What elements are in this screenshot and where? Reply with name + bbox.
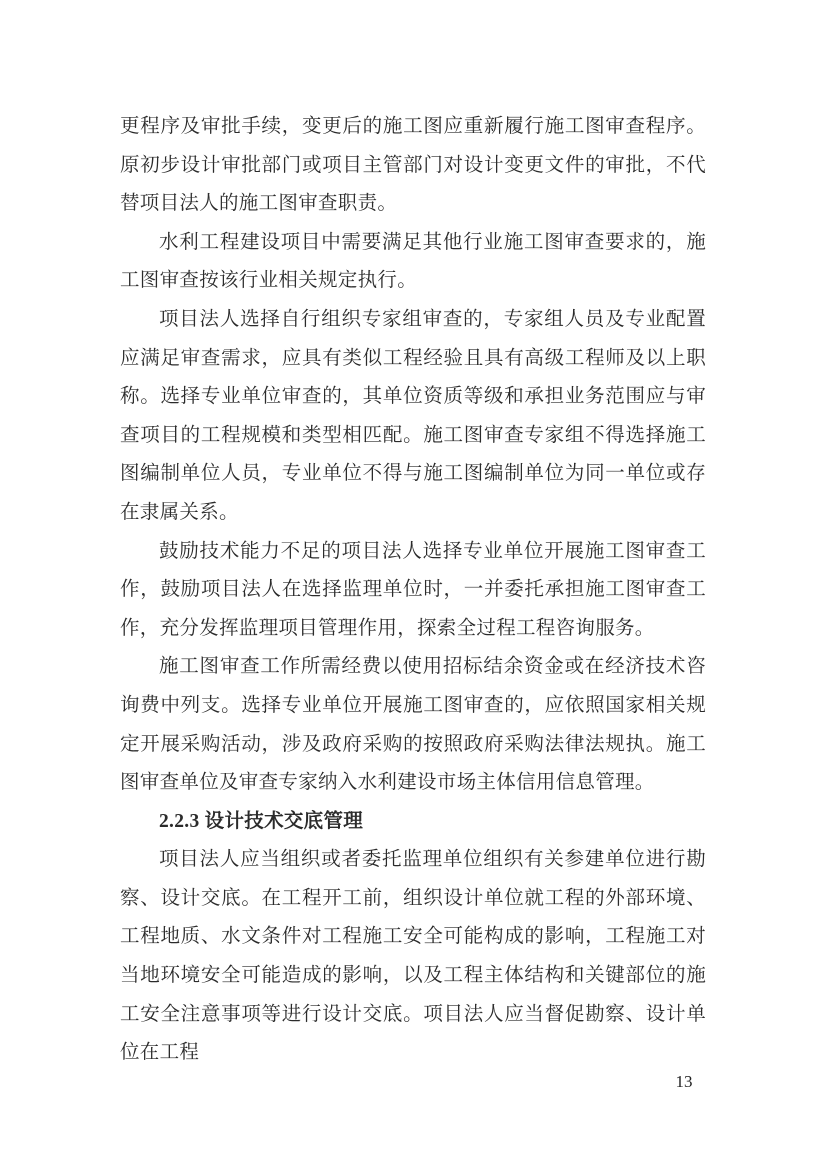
paragraph: 水利工程建设项目中需要满足其他行业施工图审查要求的，施工图审查按该行业相关规定执行。 <box>120 231 706 292</box>
paragraph: 项目法人选择自行组织专家组审查的，专家组人员及专业配置应满足审查需求，应具有类似工程经验且具有高级工程师及以上职称。选择专业单位审查的，其单位资质等级和承担业务范围应与审查项目的工程规模和类型相匹配。施工图审查专家组不得选择施工图编制单位人员，专业单位不得与施工图编制单位为同一单位或存在隶属关系。 <box>120 308 706 523</box>
page-number: 13 <box>675 1072 693 1091</box>
paragraph: 鼓励技术能力不足的项目法人选择专业单位开展施工图审查工作，鼓励项目法人在选择监理单位时，一并委托承担施工图审查工作，充分发挥监理项目管理作用，探索全过程工程咨询服务。 <box>120 540 706 639</box>
section-heading: 2.2.3 设计技术交底管理 <box>159 810 364 832</box>
paragraph-continuation: 更程序及审批手续，变更后的施工图应重新履行施工图审查程序。原初步设计审批部门或项目主管部门对设计变更文件的审批，不代替项目法人的施工图审查职责。 <box>120 116 706 215</box>
paragraph: 施工图审查工作所需经费以使用招标结余资金或在经济技术咨询费中列支。选择专业单位开展施工图审查的，应依照国家相关规定开展采购活动，涉及政府采购的按照政府采购法律法规执。施工图审查单位及审查专家纳入水利建设市场主体信用信息管理。 <box>120 656 706 794</box>
document-body <box>120 108 706 1073</box>
paragraph: 项目法人应当组织或者委托监理单位组织有关参建单位进行勘察、设计交底。在工程开工前，组织设计单位就工程的外部环境、工程地质、水文条件对工程施工安全可能构成的影响，工程施工对当地环境安全可能造成的影响，以及工程主体结构和关键部位的施工安全注意事项等进行设计交底。项目法人应当督促勘察、设计单位在工程 <box>120 849 706 1064</box>
